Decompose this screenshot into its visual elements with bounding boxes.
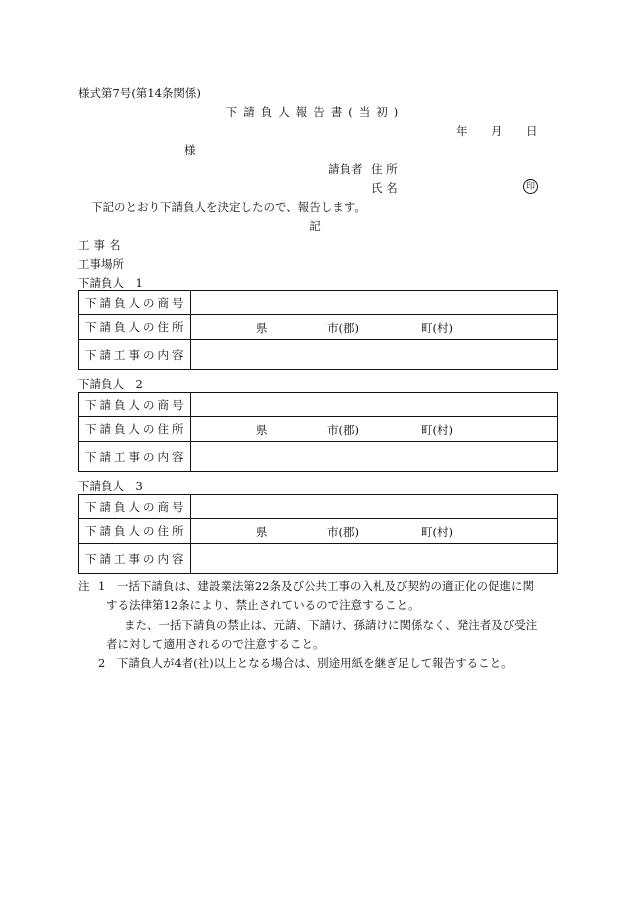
address-label: 下請負人の住所 bbox=[79, 315, 191, 340]
town-label: 町(村) bbox=[421, 423, 453, 437]
notes-heading: 注 bbox=[78, 579, 90, 593]
address-label: 下請負人の住所 bbox=[79, 519, 191, 544]
trade-name-label: 下請負人の商号 bbox=[79, 495, 191, 519]
subcontractor-3-table bbox=[78, 494, 558, 574]
project-place-label: 工事場所 bbox=[78, 257, 124, 271]
town-label: 町(村) bbox=[421, 525, 453, 539]
prefecture-label: 県 bbox=[256, 423, 268, 437]
project-name-label: 工事名 bbox=[78, 238, 125, 252]
address-label: 下請負人の住所 bbox=[79, 417, 191, 442]
prefecture-label: 県 bbox=[256, 525, 268, 539]
subcontractor-1-table bbox=[78, 290, 558, 370]
work-content-cell[interactable] bbox=[191, 442, 558, 472]
form-number: 様式第7号(第14条関係) bbox=[78, 86, 201, 100]
trade-name-cell[interactable] bbox=[191, 393, 558, 417]
prefecture-label: 県 bbox=[256, 321, 268, 335]
address-cell[interactable] bbox=[191, 519, 558, 544]
note-1-line-3: また、一括下請負の禁止は、元請、下請け、孫請けに関係なく、発注者及び受注 bbox=[124, 618, 538, 632]
trade-name-cell[interactable] bbox=[191, 495, 558, 519]
contractor-name-label: 氏 名 bbox=[371, 181, 398, 195]
seal-mark: 印 bbox=[523, 179, 538, 194]
subcontractor-2-label: 下請負人 2 bbox=[78, 377, 143, 391]
note-1-line-1: 1 一括下請負は、建設業法第22条及び公共工事の入札及び契約の適正化の促進に関 bbox=[98, 579, 534, 593]
date-year-label: 年 bbox=[456, 124, 468, 138]
trade-name-label: 下請負人の商号 bbox=[79, 393, 191, 417]
document-title: 下請負人報告書(当初) bbox=[225, 105, 405, 119]
trade-name-label: 下請負人の商号 bbox=[79, 291, 191, 315]
city-label: 市(郡) bbox=[327, 423, 359, 437]
note-1-line-4: 者に対して適用されるので注意すること。 bbox=[106, 637, 325, 651]
intro-text: 下記のとおり下請負人を決定したので、報告します。 bbox=[91, 200, 366, 214]
addressee-suffix: 様 bbox=[184, 143, 196, 157]
work-content-label: 下請工事の内容 bbox=[79, 442, 191, 472]
date-month-label: 月 bbox=[491, 124, 503, 138]
contractor-label: 請負者 bbox=[328, 162, 363, 176]
date-day-label: 日 bbox=[526, 124, 538, 138]
subcontractor-2-table bbox=[78, 392, 558, 472]
work-content-cell[interactable] bbox=[191, 544, 558, 574]
address-cell[interactable] bbox=[191, 417, 558, 442]
note-1-line-2: する法律第12条により、禁止されているので注意すること。 bbox=[106, 598, 420, 612]
city-label: 市(郡) bbox=[327, 525, 359, 539]
contractor-address-label: 住 所 bbox=[371, 162, 398, 176]
subcontractor-1-label: 下請負人 1 bbox=[78, 276, 143, 290]
subcontractor-3-label: 下請負人 3 bbox=[78, 479, 143, 493]
trade-name-cell[interactable] bbox=[191, 291, 558, 315]
work-content-label: 下請工事の内容 bbox=[79, 544, 191, 574]
ki-heading: 記 bbox=[309, 219, 321, 233]
note-2: 2 下請負人が4者(社)以上となる場合は、別途用紙を継ぎ足して報告すること。 bbox=[98, 656, 513, 670]
work-content-label: 下請工事の内容 bbox=[79, 340, 191, 370]
address-cell[interactable] bbox=[191, 315, 558, 340]
town-label: 町(村) bbox=[421, 321, 453, 335]
city-label: 市(郡) bbox=[327, 321, 359, 335]
work-content-cell[interactable] bbox=[191, 340, 558, 370]
